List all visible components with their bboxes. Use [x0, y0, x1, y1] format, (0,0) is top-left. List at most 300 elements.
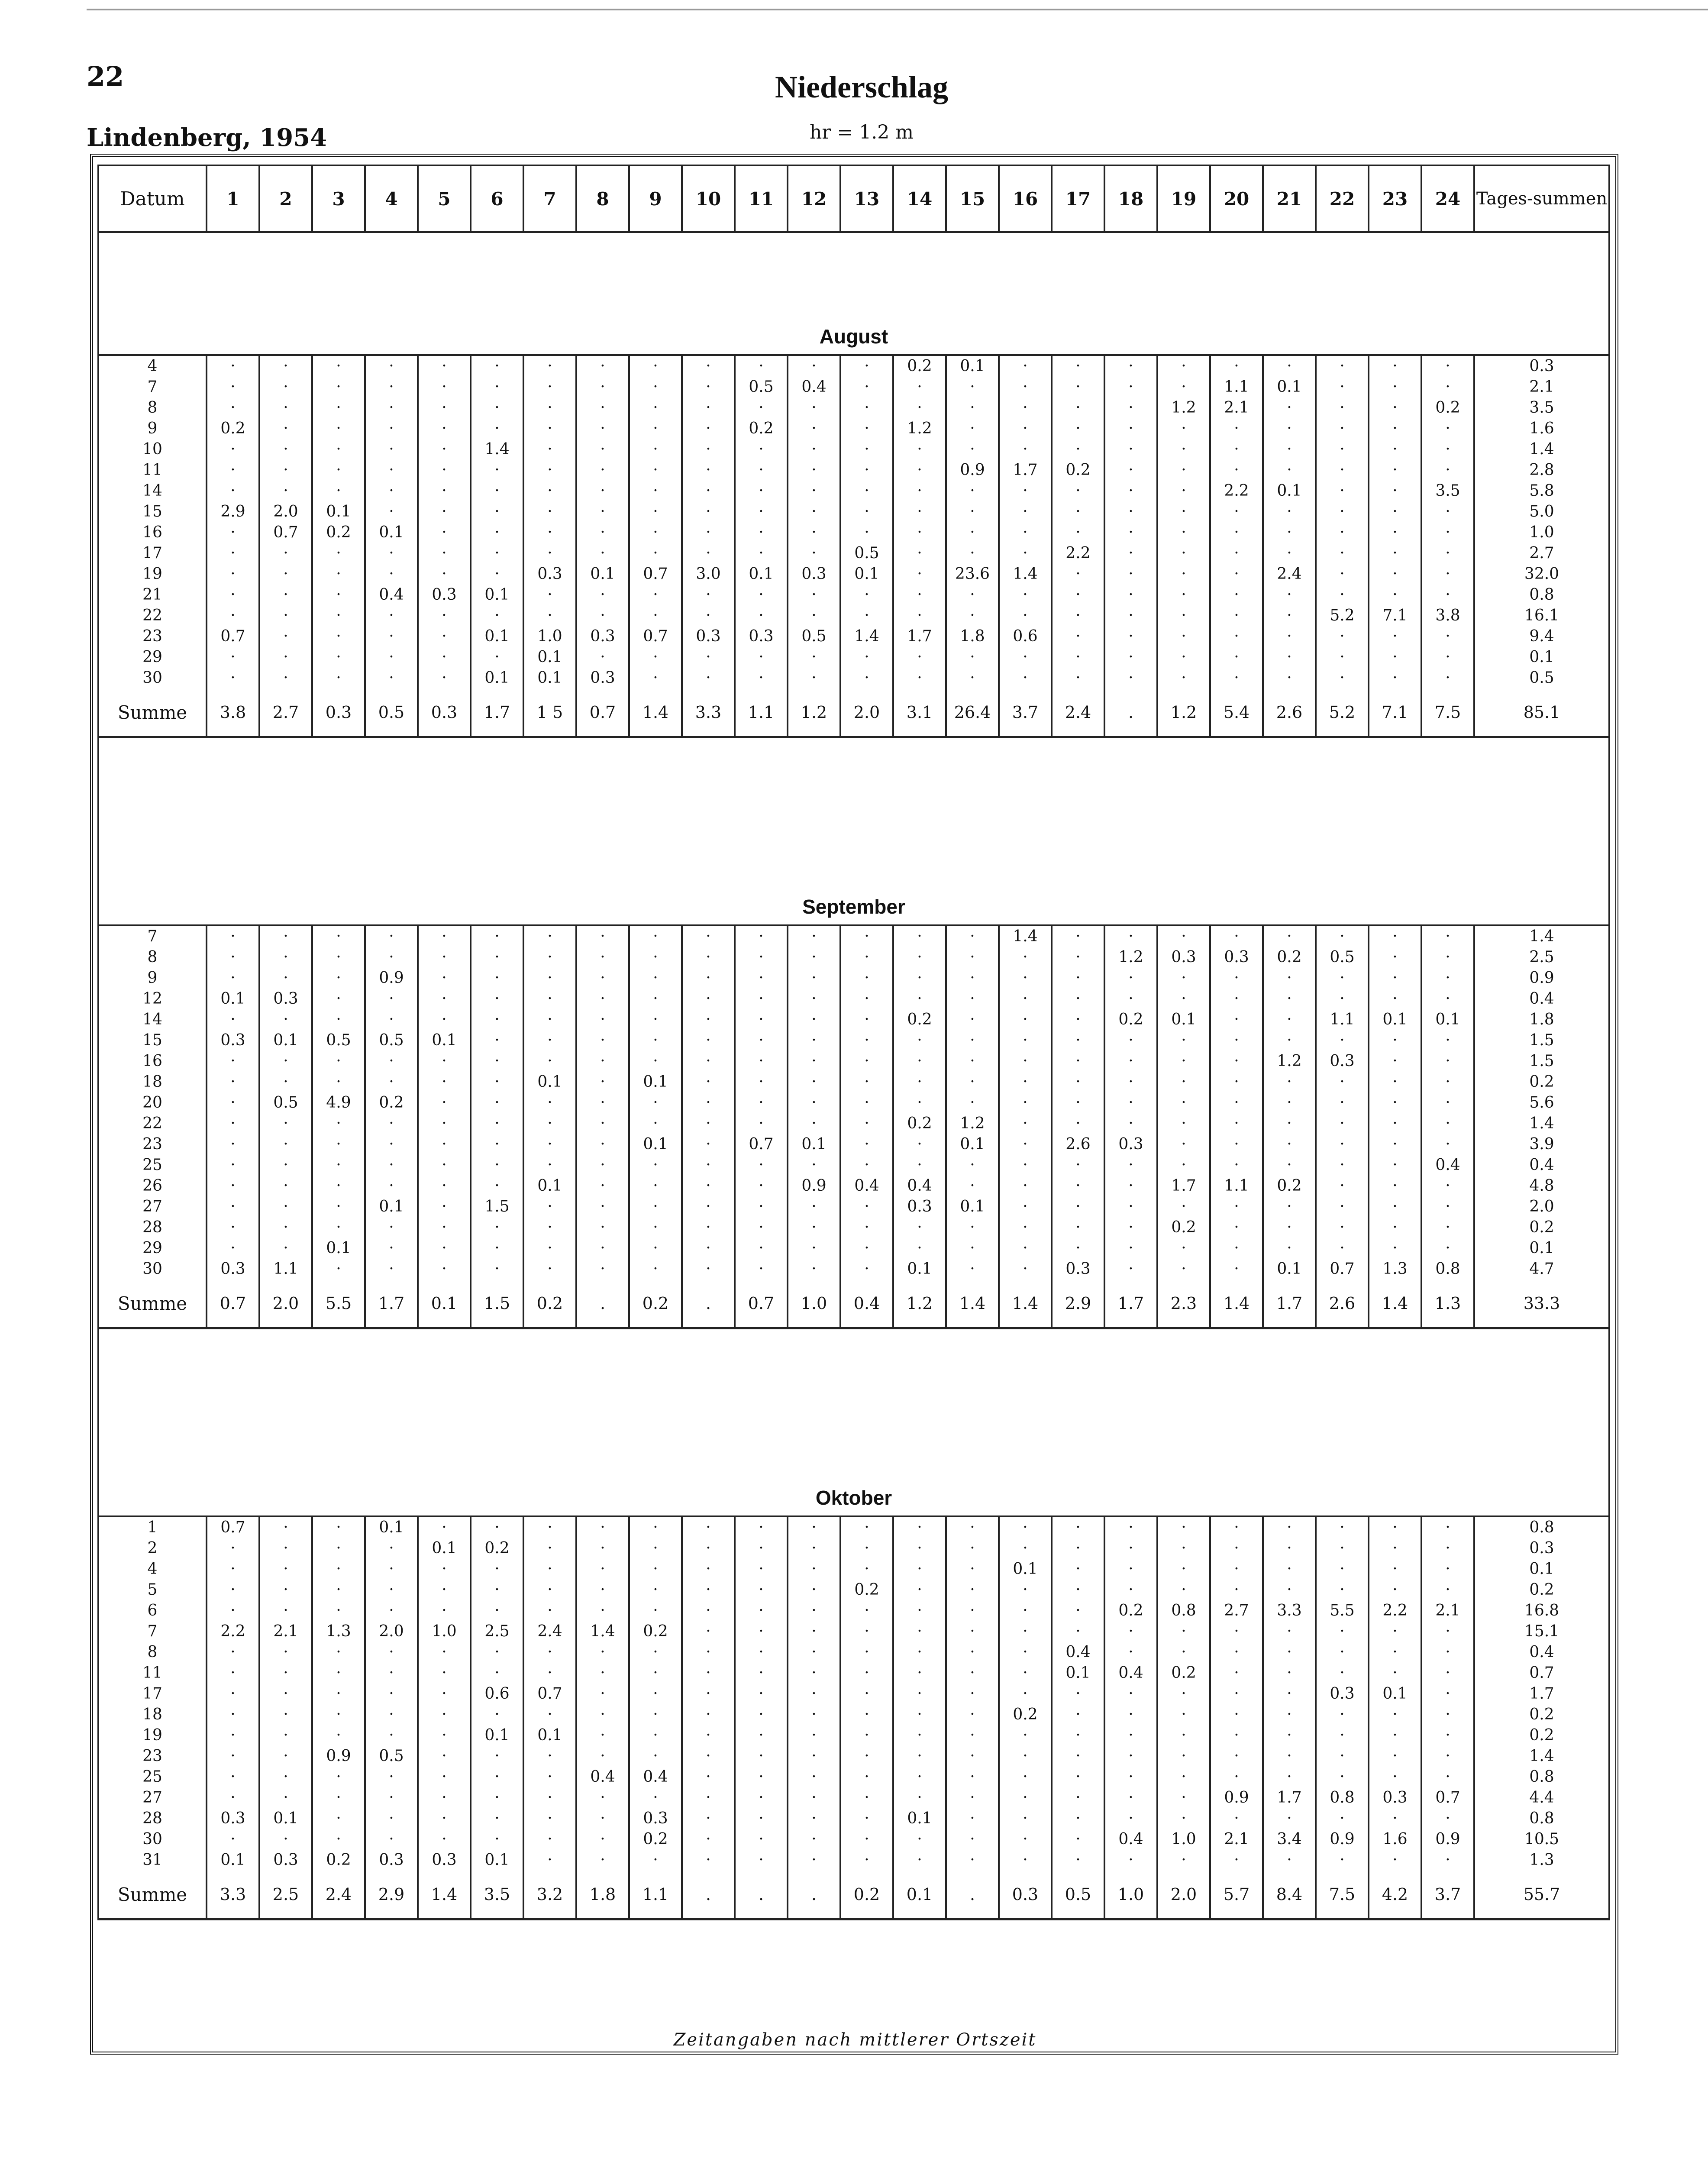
hour-empty-cell: ·: [1157, 668, 1210, 688]
hour-empty-cell: ·: [893, 605, 946, 626]
hour-empty-cell: ·: [418, 1516, 471, 1538]
hour-value-cell: 1.3: [1369, 1259, 1421, 1280]
hour-empty-cell: ·: [1157, 439, 1210, 460]
month-heading-row: [98, 232, 1609, 355]
hour-empty-cell: ·: [629, 1051, 682, 1072]
hour-empty-cell: ·: [629, 1725, 682, 1746]
hour-value-cell: 0.1: [893, 1808, 946, 1829]
hour-empty-cell: ·: [840, 1787, 893, 1808]
hour-empty-cell: ·: [1369, 1746, 1421, 1767]
hour-empty-cell: ·: [312, 968, 365, 989]
hour-empty-cell: ·: [365, 1155, 418, 1176]
daily-total-cell: 5.6: [1474, 1092, 1609, 1113]
table-row: [98, 968, 1609, 989]
day-cell: 28: [98, 1808, 207, 1829]
hour-empty-cell: ·: [946, 1259, 999, 1280]
daily-total-cell: 0.2: [1474, 1704, 1609, 1725]
hour-empty-cell: ·: [735, 1600, 788, 1621]
hour-empty-cell: ·: [1157, 1850, 1210, 1871]
hour-value-cell: 0.1: [1421, 1009, 1474, 1030]
hour-empty-cell: ·: [946, 1621, 999, 1642]
hour-empty-cell: ·: [946, 1600, 999, 1621]
hour-value-cell: 0.1: [523, 668, 576, 688]
hour-value-cell: 2.7: [1210, 1600, 1263, 1621]
hour-empty-cell: ·: [207, 397, 259, 418]
hour-value-cell: 1.2: [1157, 397, 1210, 418]
hour-empty-cell: ·: [946, 968, 999, 989]
hour-value-cell: 0.1: [523, 1072, 576, 1092]
hour-sum-cell: 1.2: [788, 688, 840, 737]
table-row: [98, 1516, 1609, 1538]
hour-empty-cell: ·: [259, 947, 312, 968]
hour-sum-cell: 0.3: [999, 1871, 1052, 1919]
daily-total-cell: 2.7: [1474, 543, 1609, 564]
hour-empty-cell: ·: [946, 1663, 999, 1684]
column-header-hour: 20: [1210, 165, 1263, 232]
hour-value-cell: 0.5: [259, 1092, 312, 1113]
hour-empty-cell: ·: [365, 1559, 418, 1580]
hour-empty-cell: ·: [1104, 1238, 1157, 1259]
hour-empty-cell: ·: [735, 1155, 788, 1176]
day-cell: 14: [98, 1009, 207, 1030]
hour-empty-cell: ·: [1210, 1704, 1263, 1725]
hour-empty-cell: ·: [365, 1829, 418, 1850]
hour-empty-cell: ·: [1052, 1746, 1104, 1767]
hour-empty-cell: ·: [1157, 1155, 1210, 1176]
daily-total-cell: 0.4: [1474, 1642, 1609, 1663]
hour-empty-cell: ·: [788, 1787, 840, 1808]
hour-empty-cell: ·: [946, 439, 999, 460]
hour-empty-cell: ·: [576, 968, 629, 989]
hour-value-cell: 3.0: [682, 564, 735, 585]
hour-empty-cell: ·: [1316, 522, 1369, 543]
hour-empty-cell: ·: [1104, 397, 1157, 418]
hour-value-cell: 0.9: [365, 968, 418, 989]
day-cell: 25: [98, 1767, 207, 1787]
hour-empty-cell: ·: [682, 1746, 735, 1767]
hour-empty-cell: ·: [1104, 1559, 1157, 1580]
hour-empty-cell: ·: [576, 1600, 629, 1621]
hour-sum-cell: 5.5: [312, 1280, 365, 1328]
hour-empty-cell: ·: [735, 585, 788, 605]
hour-empty-cell: ·: [523, 1663, 576, 1684]
daily-total-cell: 9.4: [1474, 626, 1609, 647]
hour-empty-cell: ·: [629, 501, 682, 522]
hour-empty-cell: ·: [365, 626, 418, 647]
hour-empty-cell: ·: [471, 377, 523, 397]
hour-empty-cell: ·: [523, 989, 576, 1009]
hour-empty-cell: ·: [946, 989, 999, 1009]
hour-empty-cell: ·: [523, 1051, 576, 1072]
hour-empty-cell: ·: [840, 522, 893, 543]
hour-empty-cell: ·: [1104, 1113, 1157, 1134]
hour-empty-cell: ·: [1104, 1725, 1157, 1746]
day-cell: 4: [98, 1559, 207, 1580]
hour-empty-cell: ·: [523, 1538, 576, 1559]
hour-empty-cell: ·: [840, 605, 893, 626]
hour-empty-cell: ·: [682, 355, 735, 377]
hour-value-cell: 2.1: [1210, 1829, 1263, 1850]
hour-empty-cell: ·: [999, 1217, 1052, 1238]
daily-total-cell: 0.9: [1474, 968, 1609, 989]
hour-empty-cell: ·: [1157, 1113, 1210, 1134]
hour-sum-cell: 1.5: [471, 1280, 523, 1328]
hour-empty-cell: ·: [312, 1217, 365, 1238]
table-row: [98, 1113, 1609, 1134]
hour-value-cell: 0.1: [1369, 1009, 1421, 1030]
hour-value-cell: 0.7: [207, 1516, 259, 1538]
hour-empty-cell: ·: [365, 1787, 418, 1808]
hour-sum-cell: 1.2: [893, 1280, 946, 1328]
hour-value-cell: 0.8: [1316, 1787, 1369, 1808]
hour-empty-cell: ·: [365, 1767, 418, 1787]
daily-total-cell: 3.9: [1474, 1134, 1609, 1155]
hour-empty-cell: ·: [1421, 989, 1474, 1009]
hour-empty-cell: ·: [1369, 377, 1421, 397]
table-row: [98, 1725, 1609, 1746]
hour-empty-cell: ·: [418, 1176, 471, 1196]
hour-empty-cell: ·: [629, 1113, 682, 1134]
hour-empty-cell: ·: [207, 1663, 259, 1684]
hour-empty-cell: ·: [840, 439, 893, 460]
hour-empty-cell: ·: [1104, 1217, 1157, 1238]
hour-value-cell: 0.1: [471, 668, 523, 688]
hour-empty-cell: ·: [946, 1176, 999, 1196]
hour-empty-cell: ·: [1369, 1196, 1421, 1217]
hour-empty-cell: ·: [1421, 1538, 1474, 1559]
hour-empty-cell: ·: [893, 947, 946, 968]
hour-empty-cell: ·: [999, 989, 1052, 1009]
hour-sum-cell: 1.7: [365, 1280, 418, 1328]
hour-empty-cell: ·: [312, 1663, 365, 1684]
hour-empty-cell: ·: [946, 501, 999, 522]
hour-empty-cell: ·: [682, 947, 735, 968]
day-cell: 15: [98, 1030, 207, 1051]
hour-empty-cell: ·: [1263, 1092, 1316, 1113]
hour-empty-cell: ·: [576, 1559, 629, 1580]
hour-sum-cell: 1.4: [629, 688, 682, 737]
hour-sum-cell: 2.0: [840, 688, 893, 737]
hour-empty-cell: ·: [1369, 1238, 1421, 1259]
hour-empty-cell: ·: [207, 647, 259, 668]
hour-empty-cell: ·: [523, 460, 576, 481]
hour-empty-cell: ·: [1210, 1259, 1263, 1280]
hour-empty-cell: ·: [523, 1850, 576, 1871]
hour-empty-cell: ·: [207, 1051, 259, 1072]
hour-empty-cell: ·: [1157, 1516, 1210, 1538]
hour-empty-cell: ·: [893, 968, 946, 989]
daily-total-cell: 1.3: [1474, 1850, 1609, 1871]
daily-total-cell: 10.5: [1474, 1829, 1609, 1850]
daily-total-cell: 0.7: [1474, 1663, 1609, 1684]
hour-empty-cell: ·: [1316, 460, 1369, 481]
hour-empty-cell: ·: [1316, 626, 1369, 647]
column-header-hour: 10: [682, 165, 735, 232]
hour-empty-cell: ·: [788, 1009, 840, 1030]
hour-empty-cell: ·: [1104, 377, 1157, 397]
hour-empty-cell: ·: [682, 481, 735, 501]
hour-sum-cell: 3.7: [1421, 1871, 1474, 1919]
hour-empty-cell: ·: [1369, 522, 1421, 543]
hour-empty-cell: ·: [946, 522, 999, 543]
hour-empty-cell: ·: [259, 397, 312, 418]
hour-empty-cell: ·: [312, 564, 365, 585]
hour-empty-cell: ·: [1104, 1580, 1157, 1600]
summe-label: Summe: [98, 1871, 207, 1919]
hour-empty-cell: ·: [365, 1538, 418, 1559]
hour-empty-cell: ·: [1104, 1767, 1157, 1787]
hour-empty-cell: ·: [1316, 377, 1369, 397]
hour-empty-cell: ·: [471, 989, 523, 1009]
hour-empty-cell: ·: [1052, 1217, 1104, 1238]
hour-empty-cell: ·: [576, 1850, 629, 1871]
hour-empty-cell: ·: [999, 1684, 1052, 1704]
hour-empty-cell: ·: [946, 1030, 999, 1051]
hour-empty-cell: ·: [471, 355, 523, 377]
hour-value-cell: 0.2: [1421, 397, 1474, 418]
hour-value-cell: 0.1: [418, 1538, 471, 1559]
hour-empty-cell: ·: [840, 1829, 893, 1850]
hour-empty-cell: ·: [1369, 1663, 1421, 1684]
column-header-hour: 21: [1263, 165, 1316, 232]
hour-empty-cell: ·: [1421, 418, 1474, 439]
hour-empty-cell: ·: [471, 605, 523, 626]
month-gap: [98, 737, 1609, 804]
hour-empty-cell: ·: [418, 605, 471, 626]
hour-empty-cell: ·: [735, 1217, 788, 1238]
table-row: [98, 1155, 1609, 1176]
hour-empty-cell: ·: [312, 1808, 365, 1829]
hour-empty-cell: ·: [629, 1559, 682, 1580]
hour-empty-cell: ·: [1210, 1621, 1263, 1642]
hour-empty-cell: ·: [1210, 1134, 1263, 1155]
hour-empty-cell: ·: [259, 481, 312, 501]
hour-empty-cell: ·: [682, 1030, 735, 1051]
hour-empty-cell: ·: [629, 989, 682, 1009]
hour-value-cell: 1.8: [946, 626, 999, 647]
hour-empty-cell: ·: [1316, 543, 1369, 564]
hour-empty-cell: ·: [840, 1134, 893, 1155]
hour-empty-cell: ·: [207, 1704, 259, 1725]
hour-empty-cell: ·: [471, 1767, 523, 1787]
table-row: [98, 1217, 1609, 1238]
hour-value-cell: 1.2: [893, 418, 946, 439]
hour-empty-cell: ·: [418, 1808, 471, 1829]
hour-sum-cell: 1.0: [788, 1280, 840, 1328]
hour-value-cell: 0.9: [946, 460, 999, 481]
hour-empty-cell: ·: [312, 1516, 365, 1538]
hour-empty-cell: ·: [1263, 1516, 1316, 1538]
hour-empty-cell: ·: [1104, 1196, 1157, 1217]
daily-total-cell: 0.2: [1474, 1072, 1609, 1092]
hour-sum-cell: 2.6: [1316, 1280, 1369, 1328]
hour-empty-cell: ·: [259, 1580, 312, 1600]
hour-empty-cell: ·: [1210, 1155, 1263, 1176]
month-total-cell: 55.7: [1474, 1871, 1609, 1919]
hour-sum-cell: 0.2: [840, 1871, 893, 1919]
hour-empty-cell: ·: [1369, 481, 1421, 501]
hour-sum-cell: 2.0: [1157, 1871, 1210, 1919]
hour-value-cell: 0.3: [629, 1808, 682, 1829]
hour-empty-cell: ·: [629, 1746, 682, 1767]
hour-empty-cell: ·: [1210, 1113, 1263, 1134]
hour-empty-cell: ·: [1316, 1217, 1369, 1238]
hour-empty-cell: ·: [735, 1642, 788, 1663]
hour-empty-cell: ·: [1263, 1559, 1316, 1580]
hour-sum-cell: .: [735, 1871, 788, 1919]
hour-empty-cell: ·: [682, 1725, 735, 1746]
hour-value-cell: 1.4: [840, 626, 893, 647]
hour-sum-cell: 1.7: [471, 688, 523, 737]
hour-value-cell: 2.4: [523, 1621, 576, 1642]
day-cell: 31: [98, 1850, 207, 1871]
table-row: [98, 1580, 1609, 1600]
hour-empty-cell: ·: [523, 1746, 576, 1767]
hour-empty-cell: ·: [312, 377, 365, 397]
daily-total-cell: 2.5: [1474, 947, 1609, 968]
hour-empty-cell: ·: [629, 418, 682, 439]
hour-empty-cell: ·: [1369, 1580, 1421, 1600]
hour-empty-cell: ·: [1104, 1850, 1157, 1871]
table-row: [98, 1072, 1609, 1092]
hour-value-cell: 0.3: [1157, 947, 1210, 968]
hour-empty-cell: ·: [682, 1704, 735, 1725]
hour-empty-cell: ·: [1210, 1538, 1263, 1559]
hour-empty-cell: ·: [1316, 397, 1369, 418]
hour-empty-cell: ·: [365, 647, 418, 668]
hour-empty-cell: ·: [418, 1134, 471, 1155]
hour-empty-cell: ·: [735, 605, 788, 626]
hour-value-cell: 2.1: [259, 1621, 312, 1642]
hour-sum-cell: 1.4: [418, 1871, 471, 1919]
hour-empty-cell: ·: [1421, 1072, 1474, 1092]
hour-value-cell: 0.2: [1263, 1176, 1316, 1196]
hour-empty-cell: ·: [682, 989, 735, 1009]
hour-sum-cell: .: [682, 1871, 735, 1919]
hour-empty-cell: ·: [259, 1538, 312, 1559]
hour-value-cell: 1.4: [999, 925, 1052, 947]
hour-empty-cell: ·: [1421, 1684, 1474, 1704]
hour-value-cell: 0.2: [1157, 1663, 1210, 1684]
hour-value-cell: 0.1: [259, 1030, 312, 1051]
page-title: Niederschlag: [775, 70, 948, 104]
hour-empty-cell: ·: [1210, 1808, 1263, 1829]
hour-empty-cell: ·: [893, 1746, 946, 1767]
hour-empty-cell: ·: [629, 1538, 682, 1559]
hour-value-cell: 0.2: [999, 1704, 1052, 1725]
hour-empty-cell: ·: [840, 481, 893, 501]
hour-empty-cell: ·: [840, 1030, 893, 1051]
hour-empty-cell: ·: [788, 460, 840, 481]
hour-empty-cell: ·: [893, 1829, 946, 1850]
hour-empty-cell: ·: [1369, 1808, 1421, 1829]
hour-empty-cell: ·: [682, 460, 735, 481]
hour-empty-cell: ·: [312, 1684, 365, 1704]
hour-empty-cell: ·: [1052, 418, 1104, 439]
hour-empty-cell: ·: [1316, 1850, 1369, 1871]
hour-value-cell: 1.0: [1157, 1829, 1210, 1850]
column-header-hour: 4: [365, 165, 418, 232]
hour-empty-cell: ·: [418, 1113, 471, 1134]
hour-empty-cell: ·: [1210, 1051, 1263, 1072]
hour-empty-cell: ·: [576, 522, 629, 543]
hour-empty-cell: ·: [788, 1051, 840, 1072]
day-cell: 1: [98, 1516, 207, 1538]
hour-value-cell: 0.9: [1316, 1829, 1369, 1850]
hour-sum-cell: 1.0: [1104, 1871, 1157, 1919]
hour-empty-cell: ·: [999, 1642, 1052, 1663]
hour-empty-cell: ·: [576, 1238, 629, 1259]
hour-empty-cell: ·: [312, 1134, 365, 1155]
hour-empty-cell: ·: [259, 1176, 312, 1196]
hour-empty-cell: ·: [735, 1850, 788, 1871]
hour-empty-cell: ·: [1104, 1746, 1157, 1767]
hour-empty-cell: ·: [312, 355, 365, 377]
hour-value-cell: 0.9: [1421, 1829, 1474, 1850]
hour-empty-cell: ·: [576, 925, 629, 947]
hour-empty-cell: ·: [1157, 968, 1210, 989]
hour-empty-cell: ·: [418, 1746, 471, 1767]
hour-empty-cell: ·: [1157, 1196, 1210, 1217]
hour-empty-cell: ·: [1316, 1704, 1369, 1725]
hour-empty-cell: ·: [840, 925, 893, 947]
hour-empty-cell: ·: [629, 1009, 682, 1030]
hour-empty-cell: ·: [1421, 1850, 1474, 1871]
hour-empty-cell: ·: [418, 543, 471, 564]
day-cell: 5: [98, 1580, 207, 1600]
hour-sum-cell: 2.5: [259, 1871, 312, 1919]
hour-value-cell: 0.7: [523, 1684, 576, 1704]
table-row: [98, 543, 1609, 564]
day-cell: 6: [98, 1600, 207, 1621]
hour-empty-cell: ·: [207, 968, 259, 989]
daily-total-cell: 0.1: [1474, 1559, 1609, 1580]
hour-empty-cell: ·: [576, 355, 629, 377]
column-header-datum: Datum: [98, 165, 207, 232]
hour-empty-cell: ·: [788, 925, 840, 947]
hour-empty-cell: ·: [523, 481, 576, 501]
hour-empty-cell: ·: [1157, 501, 1210, 522]
hour-empty-cell: ·: [365, 605, 418, 626]
hour-empty-cell: ·: [1421, 1176, 1474, 1196]
day-cell: 29: [98, 647, 207, 668]
hour-empty-cell: ·: [259, 925, 312, 947]
summe-row: [98, 1280, 1609, 1328]
hour-empty-cell: ·: [735, 989, 788, 1009]
hour-empty-cell: ·: [1421, 543, 1474, 564]
hour-value-cell: 1.7: [1263, 1787, 1316, 1808]
table-row: [98, 1196, 1609, 1217]
hour-empty-cell: ·: [1052, 585, 1104, 605]
hour-empty-cell: ·: [312, 1051, 365, 1072]
month-heading: Oktober: [815, 1486, 892, 1509]
table-row: [98, 355, 1609, 377]
hour-empty-cell: ·: [523, 1030, 576, 1051]
hour-empty-cell: ·: [365, 1134, 418, 1155]
hour-empty-cell: ·: [1210, 668, 1263, 688]
hour-empty-cell: ·: [893, 1559, 946, 1580]
hour-empty-cell: ·: [735, 1767, 788, 1787]
table-row: [98, 501, 1609, 522]
hour-empty-cell: ·: [1210, 1196, 1263, 1217]
hour-empty-cell: ·: [893, 1642, 946, 1663]
hour-empty-cell: ·: [1104, 1259, 1157, 1280]
hour-value-cell: 1.7: [1157, 1176, 1210, 1196]
hour-empty-cell: ·: [946, 1767, 999, 1787]
hour-empty-cell: ·: [1210, 1092, 1263, 1113]
hour-empty-cell: ·: [1210, 543, 1263, 564]
hour-empty-cell: ·: [893, 1787, 946, 1808]
